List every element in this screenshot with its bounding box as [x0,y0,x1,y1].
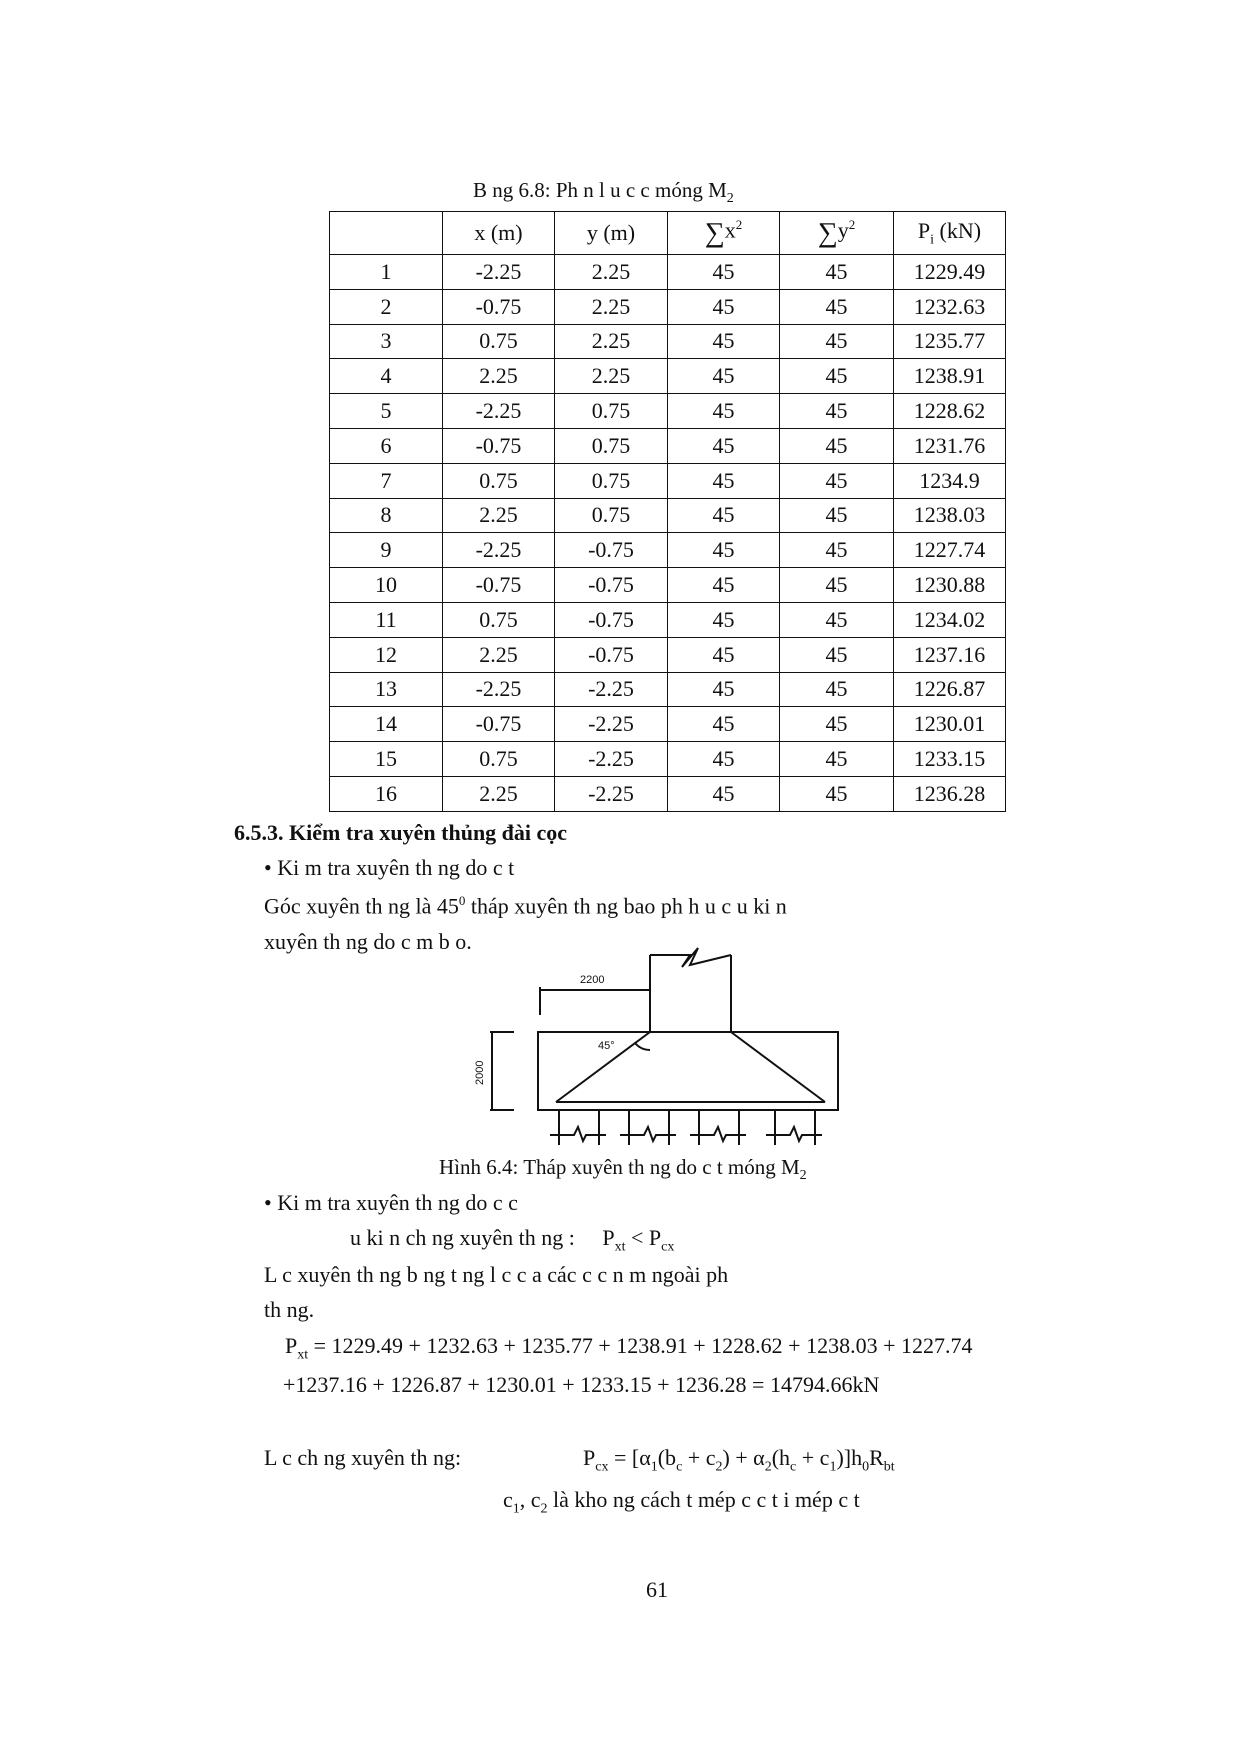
table-cell: 7 [330,463,443,498]
condition-line: u ki n ch ng xuyên th ng : $P_{xt} < P_{cx}$ [350,1225,675,1255]
figure-caption: Hình 6.4: Tháp xuyên th ng do c t móng $M_2$ [439,1155,807,1184]
table-row [330,394,1006,429]
table-cell: 45 [780,428,894,463]
table-body [330,255,1006,812]
table-cell: 1236.28 [894,776,1006,811]
table-cell: 0.75 [443,602,555,637]
table-cell: 2.25 [555,289,668,324]
table-cell: 2.25 [555,359,668,394]
table-row [330,672,1006,707]
table-cell: 5 [330,394,443,429]
table-cell: -0.75 [443,428,555,463]
table-cell: 45 [780,637,894,672]
piles [550,1110,822,1145]
table-row [330,568,1006,603]
table-row [330,742,1006,777]
table-cell: -0.75 [443,707,555,742]
punching-force-para-2: th ng. [264,1297,315,1322]
table-cell: -0.75 [443,289,555,324]
para-angle: Góc xuyên th ng là $45^0$ tháp xuyên th ng bao ph h u c u ki n [264,893,787,919]
table-cell: 45 [780,533,894,568]
bullet-pile-check: • Ki m tra xuyên th ng do c c [264,1190,518,1215]
table-cell: 1237.16 [894,637,1006,672]
dim-side-label: 2000 [474,1060,486,1085]
table-cell: 45 [668,602,780,637]
table-cell: 1 [330,255,443,290]
table-row [330,255,1006,290]
table-row [330,463,1006,498]
table-row [330,533,1006,568]
table-cell: 12 [330,637,443,672]
table-cell: 1229.49 [894,255,1006,290]
column-break-mark [650,948,731,967]
table-cell: 3 [330,324,443,359]
table-row [330,707,1006,742]
table-row [330,359,1006,394]
table-row [330,602,1006,637]
punching-pyramid-figure [450,945,870,1145]
table-cell: -2.25 [555,742,668,777]
table-cell: 45 [668,533,780,568]
table-cell: 0.75 [555,463,668,498]
table-row [330,498,1006,533]
header-x: x (m) [443,212,555,255]
table-cell: 13 [330,672,443,707]
pxt-formula-line1: $P_{xt} = 1229.49 + 1232.63 + 1235.77 + 1238.91 + 1228.62 + 1238.03 + 1227.74$ [285,1333,973,1363]
table-cell: 45 [668,394,780,429]
table-cell: 2 [330,289,443,324]
table-cell: 6 [330,428,443,463]
table-cell: 1233.15 [894,742,1006,777]
pile-cap [538,1032,838,1110]
table-cell: 11 [330,602,443,637]
table-cell: 2.25 [443,498,555,533]
table-cell: 1235.77 [894,324,1006,359]
table-cell: 16 [330,776,443,811]
table-cell: 2.25 [443,359,555,394]
table-cell: 45 [668,359,780,394]
table-cell: 2.25 [443,776,555,811]
table-cell: 45 [668,428,780,463]
table-row [330,324,1006,359]
table-cell: 45 [780,707,894,742]
pile-load-table [329,211,1006,812]
table-row [330,637,1006,672]
table-cell: 14 [330,707,443,742]
table-cell: 45 [780,776,894,811]
table-cell: -2.25 [555,707,668,742]
table-cell: 0.75 [555,394,668,429]
table-cell: -0.75 [555,602,668,637]
table-cell: 0.75 [555,428,668,463]
table-cell: 0.75 [555,498,668,533]
table-cell: 45 [780,255,894,290]
table-cell: 1232.63 [894,289,1006,324]
table-cell: 2.25 [555,255,668,290]
table-cell: -0.75 [555,533,668,568]
table-cell: 45 [780,289,894,324]
table-cell: 45 [780,498,894,533]
table-caption-sub: 2 [726,191,734,207]
table-cell: 1234.02 [894,602,1006,637]
table-cell: 1234.9 [894,463,1006,498]
table-cell: 1238.03 [894,498,1006,533]
table-cell: 1238.91 [894,359,1006,394]
angle-arc [635,1043,650,1050]
table-cell: 1231.76 [894,428,1006,463]
table-cell: 0.75 [443,324,555,359]
table-cell: -0.75 [555,568,668,603]
pcx-formula: $P_{cx} = [\alpha_1(b_c + c_2) + \alpha_2(h_c + c_1)]h_0R_{bt}$ [583,1445,895,1475]
table-cell: 2.25 [443,637,555,672]
table-cell: 45 [780,568,894,603]
angle-label: 45° [598,1040,615,1052]
para-angle-line2: xuyên th ng do c m b o. [264,929,472,954]
table-cell: 45 [668,672,780,707]
table-cell: 45 [668,463,780,498]
c-note: $c_1$, $c_2$ là kho ng cách t mép c c t i mép c t [503,1487,860,1517]
table-cell: 0.75 [443,742,555,777]
table-caption-text: B ng 6.8: Ph n l u c c móng M [473,178,727,202]
table-row [330,428,1006,463]
table-cell: 1230.88 [894,568,1006,603]
table-cell: 0.75 [443,463,555,498]
table-cell: 45 [668,255,780,290]
table-cell: 10 [330,568,443,603]
table-row [330,776,1006,811]
table-caption [473,178,734,207]
header-p: $P_i$ (kN) [894,212,1006,255]
header-sum-y2: $\sum y^2$ [780,212,894,255]
table-cell: 45 [780,742,894,777]
table-header-row [330,212,1006,255]
table-cell: 45 [668,568,780,603]
table-cell: -2.25 [443,672,555,707]
table-cell: 45 [780,394,894,429]
table-row [330,289,1006,324]
header-y: y (m) [555,212,668,255]
table-cell: 15 [330,742,443,777]
punching-force-para: L c xuyên th ng b ng t ng l c c a các c c n m ngoài ph [264,1262,729,1287]
table-cell: 45 [668,324,780,359]
table-cell: 45 [668,742,780,777]
dim-top-label: 2200 [580,974,605,986]
table-cell: 1228.62 [894,394,1006,429]
table-cell: -2.25 [555,672,668,707]
page-number: 61 [646,1577,668,1602]
table-cell: -0.75 [443,568,555,603]
table-cell: 2.25 [555,324,668,359]
resistance-label: L c ch ng xuyên th ng: [264,1445,462,1470]
table-cell: 1227.74 [894,533,1006,568]
table-cell: 45 [668,637,780,672]
table-cell: 4 [330,359,443,394]
header-sum-x2: $\sum x^2$ [668,212,780,255]
table-cell: 45 [780,463,894,498]
condition-formula: $P_{xt} < P_{cx}$ [602,1225,675,1255]
bullet-dot-2: • [264,1190,272,1215]
table-cell: 1230.01 [894,707,1006,742]
bullet-dot: • [264,855,272,880]
table-cell: 45 [668,498,780,533]
table-cell: 8 [330,498,443,533]
table-cell: 45 [668,776,780,811]
table-cell: -0.75 [555,637,668,672]
table-cell: -2.25 [555,776,668,811]
table-cell: 45 [780,602,894,637]
table-cell: 1226.87 [894,672,1006,707]
header-index [330,212,443,255]
pxt-formula-line2: +1237.16 + 1226.87 + 1230.01 + 1233.15 + 1236.28 = 14794.66kN [283,1372,880,1397]
table-cell: -2.25 [443,255,555,290]
table-cell: 45 [780,359,894,394]
table-cell: 45 [780,324,894,359]
pyramid-right-line [731,1032,825,1102]
bullet-column-check: • Ki m tra xuyên th ng do c t [264,855,515,880]
section-heading: 6.5.3. Kiểm tra xuyên thủng đài cọc [234,820,568,845]
table-cell: 45 [668,289,780,324]
table-cell: 45 [668,707,780,742]
table-cell: 45 [780,672,894,707]
table-cell: 9 [330,533,443,568]
table-cell: -2.25 [443,394,555,429]
table-cell: -2.25 [443,533,555,568]
